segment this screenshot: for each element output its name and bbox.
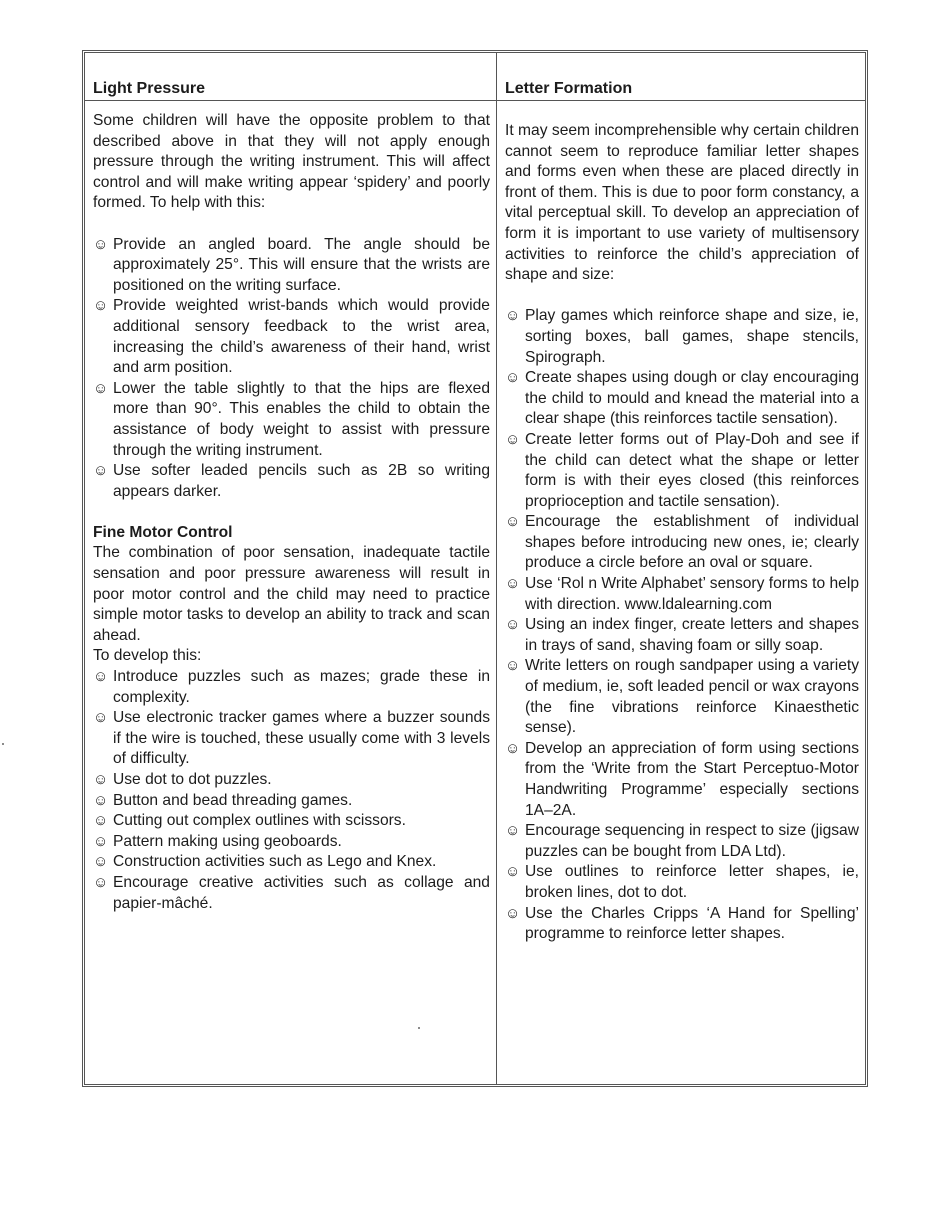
bullet-text: Play games which reinforce shape and size, ie, sorting boxes, ball games, shape stencils, Spirograph. [525,307,859,366]
right-heading: Letter Formation [497,53,865,101]
bullet-item [93,832,490,853]
fine-motor-heading: Fine Motor Control [93,523,233,541]
bullet-text: Create shapes using dough or clay encouraging the child to mould and knead the material into a clear shape (this reinforces tactile sensation). [525,369,859,428]
bullet-text: Introduce puzzles such as mazes; grade these in complexity. [113,668,490,706]
smiley-icon: ☺ [93,791,109,809]
right-column [497,53,865,1084]
smiley-icon: ☺ [93,462,109,480]
bullet-text: Encourage creative activities such as collage and papier-mâché. [113,873,490,912]
bullet-text: Develop an appreciation of form using sections from the ‘Write from the Start Perceptuo-Motor Handwriting Programme’ especially sections 1A–2A. [525,739,859,819]
smiley-icon: ☺ [93,709,109,727]
bullet-text: Encourage sequencing in respect to size (jigsaw puzzles can be bought from LDA Ltd). [525,822,859,860]
bullet-item [505,368,859,430]
left-bullet-list [93,235,490,503]
bullet-item [93,791,490,812]
bullet-item [93,873,490,914]
bullet-text: Lower the table slightly to that the hips are flexed more than 90°. This enables the child to obtain the assistance of body weight to assist with pressure through the writing instrument. [113,379,490,459]
bullet-text: Use softer leaded pencils such as 2B so writing appears darker. [113,462,490,500]
smiley-icon: ☺ [505,513,521,531]
bullet-item [505,615,859,656]
bullet-text: Use outlines to reinforce letter shapes, ie, broken lines, dot to dot. [525,863,859,901]
bullet-item [93,852,490,873]
left-body [85,101,496,914]
scan-speck [2,743,4,745]
bullet-item [93,235,490,297]
bullet-item [93,379,490,461]
smiley-icon: ☺ [505,430,521,448]
bullet-text: Provide an angled board. The angle should be approximately 25°. This will ensure that the wrists are positioned on the writing surface. [113,235,490,294]
bullet-item [505,821,859,862]
bullet-text: Encourage the establishment of individual shapes before introducing new ones, ie; clearly produce a circle before an oval or square. [525,513,859,572]
bullet-text: Use the Charles Cripps ‘A Hand for Spelling’ programme to reinforce letter shapes. [525,904,859,943]
bullet-item [505,862,859,903]
bullet-text: Use electronic tracker games where a buzzer sounds if the wire is touched, these usually come with 3 levels of difficulty. [113,709,490,768]
smiley-icon: ☺ [93,832,109,850]
bullet-item [505,904,859,945]
left-heading: Light Pressure [85,53,496,101]
smiley-icon: ☺ [505,307,521,325]
smiley-icon: ☺ [505,616,521,634]
bullet-item [93,770,490,791]
smiley-icon: ☺ [93,235,109,253]
scan-speck [418,1027,420,1029]
smiley-icon: ☺ [505,904,521,922]
smiley-icon: ☺ [93,812,109,830]
bullet-item [93,296,490,378]
bullet-text: Cutting out complex outlines with scissors. [113,812,406,830]
smiley-icon: ☺ [93,379,109,397]
bullet-item [505,430,859,512]
left-column [85,53,497,1084]
left-intro: Some children will have the opposite problem to that described above in that they will not apply enough pressure through the writing instrument. This will affect control and will make writing appear ‘spidery’ and poorly formed. To help with this: [93,112,490,212]
bullet-text: Use ‘Rol n Write Alphabet’ sensory forms to help with direction. www.ldalearning.com [525,575,859,613]
bullet-text: Pattern making using geoboards. [113,832,342,850]
smiley-icon: ☺ [505,822,521,840]
smiley-icon: ☺ [505,863,521,881]
bullet-item [505,574,859,615]
smiley-icon: ☺ [505,575,521,593]
smiley-icon: ☺ [93,873,109,891]
smiley-icon: ☺ [93,668,109,686]
smiley-icon: ☺ [93,853,109,871]
bullet-text: Construction activities such as Lego and Knex. [113,853,437,871]
smiley-icon: ☺ [505,657,521,675]
bullet-text: Provide weighted wrist-bands which would provide additional sensory feedback to the wrist area, increasing the child’s awareness of their hand, wrist and arm position. [113,297,490,377]
bullet-text: Create letter forms out of Play-Doh and see if the child can detect what the shape or letter form is with their eyes closed (this reinforces proprioception and tactile sensation). [525,430,859,510]
smiley-icon: ☺ [505,739,521,757]
fine-motor-bullet-list [93,667,490,914]
bullet-item [505,306,859,368]
bullet-text: Write letters on rough sandpaper using a variety of medium, ie, soft leaded pencil or wax crayons (the fine vibrations reinforce Kinaesthetic sense). [525,657,859,737]
bullet-item [505,739,859,821]
smiley-icon: ☺ [93,297,109,315]
fine-motor-intro: The combination of poor sensation, inadequate tactile sensation and poor pressure awareness will result in poor motor control and the child may need to practice simple motor tasks to develop an ability to track and scan ahead. [93,544,490,644]
content-table [82,50,868,1087]
fine-motor-lead: To develop this: [93,647,202,665]
bullet-text: Use dot to dot puzzles. [113,771,272,788]
bullet-text: Using an index finger, create letters and shapes in trays of sand, shaving foam or silly soap. [525,616,859,654]
right-body [497,101,865,945]
bullet-item [93,811,490,832]
bullet-item [93,708,490,770]
bullet-item [93,461,490,502]
right-bullet-list [505,306,859,944]
bullet-item [505,656,859,738]
bullet-item [505,512,859,574]
bullet-item [93,667,490,708]
smiley-icon: ☺ [93,771,109,788]
bullet-text: Button and bead threading games. [113,791,353,809]
smiley-icon: ☺ [505,369,521,387]
right-intro: It may seem incomprehensible why certain children cannot seem to reproduce familiar letter shapes and forms even when these are placed directly in front of them. This is due to poor form constancy, a vital perceptual skill. To develop an appreciation of form it is important to use variety of multisensory activities to reinforce the child’s appreciation of shape and size: [505,122,859,284]
